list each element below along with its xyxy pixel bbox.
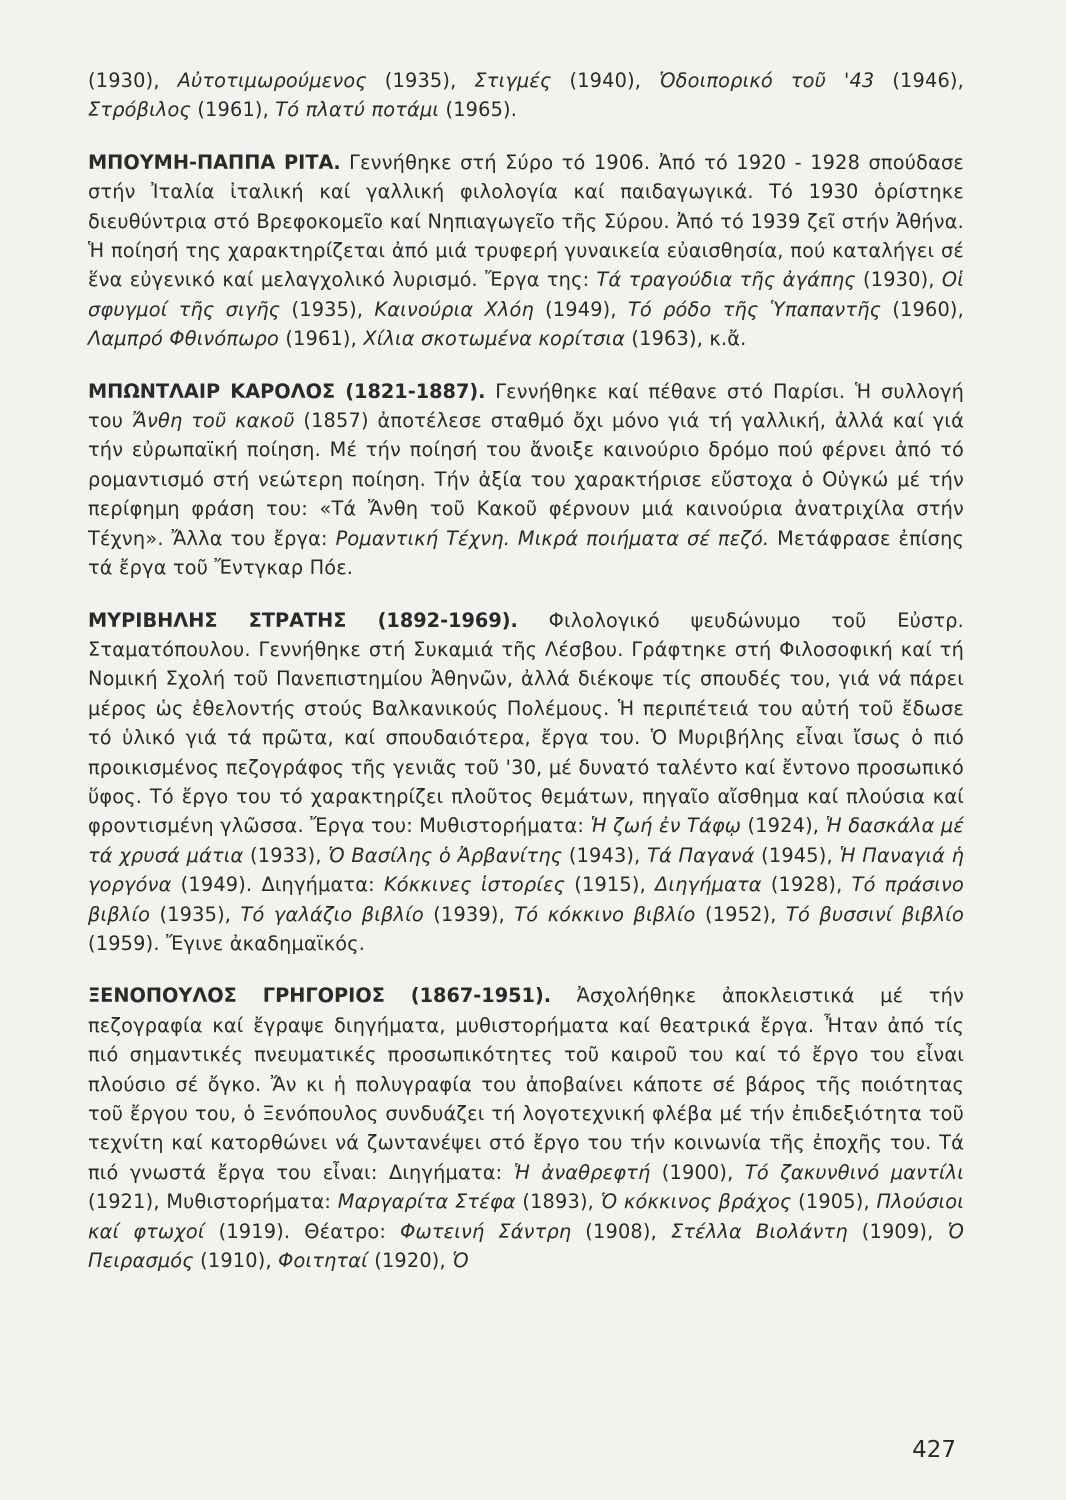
work-title: Τά Παγανά: [647, 843, 755, 867]
entry-text: (1910),: [193, 1249, 279, 1273]
work-title: Ὁδοιπορικό τοῦ '43: [659, 69, 875, 92]
work-title: Ρομαντική Τέχνη. Μικρά ποιήματα σέ πεζό.: [335, 526, 770, 550]
entry-heading: ΜΠΟΥΜΗ-ΠΑΠΠΑ ΡΙΤΑ.: [88, 150, 341, 174]
entry-myrivilis: [88, 606, 964, 959]
entry-text: (1930),: [855, 268, 942, 292]
work-title: Λαμπρό Φθινόπωρο: [88, 327, 279, 351]
work-title: Ὁ κόκκινος βράχος: [600, 1190, 792, 1214]
entry-continuation: [88, 66, 964, 125]
work-title: Ὁ: [452, 1249, 469, 1273]
page-number: 427: [912, 1437, 956, 1463]
entry-text: (1965).: [439, 98, 518, 122]
entry-text: (1857) ἀποτέλεσε σταθμό ὄχι μόνο γιά τή γαλλική, ἀλλά καί γιά τήν εὐρωπαϊκή ποίηση. Μέ τήν ποίησή του ἄνοιξε καινούριο δρόμο πού φέρνει ἀπό τό ρομαντισμό στή νεώτερη ποίηση. Τήν ἀξία του χαρακτήρισε εὔστοχα ὁ Οὐγκώ μέ τήν περίφημη φράση του: «Τά Ἄνθη τοῦ Κακοῦ φέρνουν μιά καινούρια ἀνατριχίλα στήν Τέχνη». Ἄλλα του ἔργα:: [88, 409, 964, 550]
work-title: Φωτεινή Σάντρη: [400, 1219, 572, 1243]
work-title: Καινούρια Χλόη: [374, 297, 534, 321]
work-title: Αὐτοτιμωρούμενος: [177, 69, 367, 92]
entry-text: (1920),: [367, 1249, 453, 1273]
work-title: Τό πράσινο βιβλίο: [88, 873, 964, 926]
entry-text: (1960),: [881, 297, 964, 321]
entry-text: Μετάφρασε ἐπίσης τά ἔργα τοῦ Ἔντγκαρ Πόε.: [88, 526, 964, 580]
entry-text: (1900),: [650, 1160, 745, 1184]
work-title: Ὁ Πειρασμός: [88, 1219, 964, 1273]
entry-text: (1935),: [366, 69, 475, 92]
entry-text: (1946),: [874, 69, 964, 92]
work-title: Τό πλατύ ποτάμι: [275, 98, 440, 122]
work-title: Στέλλα Βιολάντη: [670, 1219, 848, 1243]
work-title: Κόκκινες ἱστορίες: [383, 873, 566, 897]
work-title: Μαργαρίτα Στέφα: [337, 1190, 516, 1214]
entry-heading: ΜΥΡΙΒΗΛΗΣ ΣΤΡΑΤΗΣ (1892-1969).: [88, 608, 518, 632]
entry-text: (1935),: [280, 297, 375, 321]
entry-heading: ΜΠΩΝΤΛΑΙΡ ΚΑΡΟΛΟΣ (1821-1887).: [88, 379, 486, 403]
work-title: Οἱ σφυγμοί τῆς σιγῆς: [88, 268, 964, 321]
work-title: Διηγήματα: [655, 873, 762, 897]
entry-text: (1943),: [562, 843, 648, 867]
page-body: [88, 66, 964, 1275]
entry-text: (1919). Θέατρο:: [204, 1219, 401, 1243]
entry-text: Ἀσχολήθηκε ἀποκλειστικά μέ τήν πεζογραφία καί ἔγραψε διηγήματα, μυθιστορήματα καί θεατρικά ἔργα. Ἦταν ἀπό τίς πιό σημαντικές πνευματικές προσωπικότητες τοῦ καιροῦ του καί τό ἔργο του εἶναι πλούσιο σέ ὄγκο. Ἄν κι ἡ πολυγραφία του ἀποβαίνει κάποτε σέ βάρος τῆς ποιότητας τοῦ ἔργου του, ὁ Ξενόπουλος συνδυάζει τή λογοτεχνική φλέβα μέ τήν ἐπιδεξιότητα τοῦ τεχνίτη καί κατορθώνει νά ζωντανέψει στό ἔργο του τήν κοινωνία τῆς ἐποχῆς του. Τά πιό γνωστά ἔργα του εἶναι: Διηγήματα:: [88, 984, 964, 1184]
entry-text: (1949). Διηγήματα:: [171, 873, 384, 897]
entry-text: (1893),: [515, 1190, 601, 1214]
entry-text: (1945),: [754, 843, 840, 867]
work-title: Στρόβιλος: [88, 98, 191, 122]
entry-baudelaire: [88, 377, 964, 583]
entry-text: (1908),: [571, 1219, 671, 1243]
work-title: Ἄνθη τοῦ κακοῦ: [131, 409, 295, 433]
work-title: Χίλια σκοτωμένα κορίτσια: [363, 327, 626, 351]
entry-heading: ΞΕΝΟΠΟΥΛΟΣ ΓΡΗΓΟΡΙΟΣ (1867-1951).: [88, 984, 552, 1008]
work-title: Τό βυσσινί βιβλίο: [786, 902, 965, 926]
entry-xenopoulos: [88, 981, 964, 1275]
entry-text: (1961),: [190, 98, 276, 122]
entry-text: (1939),: [423, 902, 515, 926]
work-title: Φοιτηταί: [278, 1249, 368, 1273]
work-title: Ἡ ἀναθρεφτή: [513, 1160, 651, 1184]
entry-text: (1915),: [565, 873, 656, 897]
entry-text: (1921), Μυθιστορήματα:: [88, 1190, 338, 1214]
entry-text: (1909),: [847, 1219, 948, 1243]
work-title: Ἡ ζωή ἐν Τάφῳ: [590, 814, 742, 838]
entry-text: (1924),: [741, 814, 826, 838]
entry-text: (1963), κ.ἄ.: [625, 327, 747, 351]
work-title: Τό γαλάζιο βιβλίο: [240, 902, 424, 926]
entry-text: (1928),: [761, 873, 852, 897]
entry-text: (1905),: [791, 1190, 877, 1214]
work-title: Τό κόκκινο βιβλίο: [514, 902, 696, 926]
entry-text: Φιλολογικό ψευδώνυμο τοῦ Εὐστρ. Σταματόπουλου. Γεννήθηκε στή Συκαμιά τῆς Λέσβου. Γράφτηκε στή Φιλοσοφική καί τή Νομική Σχολή τοῦ Πανεπιστημίου Ἀθηνῶν, ἀλλά διέκοψε τίς σπουδές του, γιά νά πάρει μέρος ὡς ἐθελοντής στούς Βαλκανικούς Πολέμους. Ἡ περιπέτειά του αὐτή τοῦ ἔδωσε τό ὑλικό γιά τά πρῶτα, καί σπουδαιότερα, ἔργα του. Ὁ Μυριβήλης εἶναι ἴσως ὁ πιό προικισμένος πεζογράφος τῆς γενιᾶς τοῦ '30, μέ δυνατό ταλέντο καί ἔντονο προσωπικό ὕφος. Τό ἔργο του τό χαρακτηρίζει πλοῦτος θεμάτων, πηγαῖο αἴσθημα καί πλούσια καί φροντισμένη γλῶσσα. Ἔργα του: Μυθιστορήματα:: [88, 608, 964, 838]
work-title: Στιγμές: [474, 69, 552, 92]
entry-text: (1952),: [695, 902, 787, 926]
work-title: Πλούσιοι καί φτωχοί: [88, 1190, 964, 1243]
entry-text: (1933),: [243, 843, 329, 867]
entry-text: (1959). Ἔγινε ἀκαδημαϊκός.: [88, 931, 366, 955]
work-title: Ἡ Παναγιά ἡ γοργόνα: [88, 843, 964, 897]
work-title: Ὁ Βασίλης ὁ Ἀρβανίτης: [328, 843, 563, 867]
entry-text: (1961),: [279, 327, 364, 351]
work-title: Ἡ δασκάλα μέ τά χρυσά μάτια: [88, 814, 964, 867]
work-title: Τά τραγούδια τῆς ἀγάπης: [596, 268, 856, 292]
entry-text: (1949),: [533, 297, 628, 321]
entry-boumi-pappa-rita: [88, 148, 964, 354]
entry-text: Γεννήθηκε στή Σύρο τό 1906. Ἀπό τό 1920 - 1928 σπούδασε στήν Ἰταλία ἰταλική καί γαλλική φιλολογία καί παιδαγωγικά. Τό 1930 ὁρίστηκε διευθύντρια στό Βρεφοκομεῖο καί Νηπιαγωγεῖο τῆς Σύρου. Ἀπό τό 1939 ζεῖ στήν Ἀθήνα. Ἡ ποίησή της χαρακτηρίζεται ἀπό μιά τρυφερή γυναικεία εὐαισθησία, πού καταλήγει σέ ἕνα εὐγενικό καί μελαγχολικό λυρισμό. Ἔργα της:: [88, 150, 964, 292]
work-title: Τό ζακυνθινό μαντίλι: [744, 1160, 964, 1184]
entry-text: (1930),: [88, 69, 178, 92]
entry-text: Γεννήθηκε καί πέθανε στό Παρίσι. Ἡ συλλογή του: [88, 379, 964, 433]
entry-text: (1935),: [150, 902, 241, 926]
entry-text: (1940),: [551, 69, 660, 92]
work-title: Τό ρόδο τῆς Ὑπαπαντῆς: [627, 297, 882, 321]
